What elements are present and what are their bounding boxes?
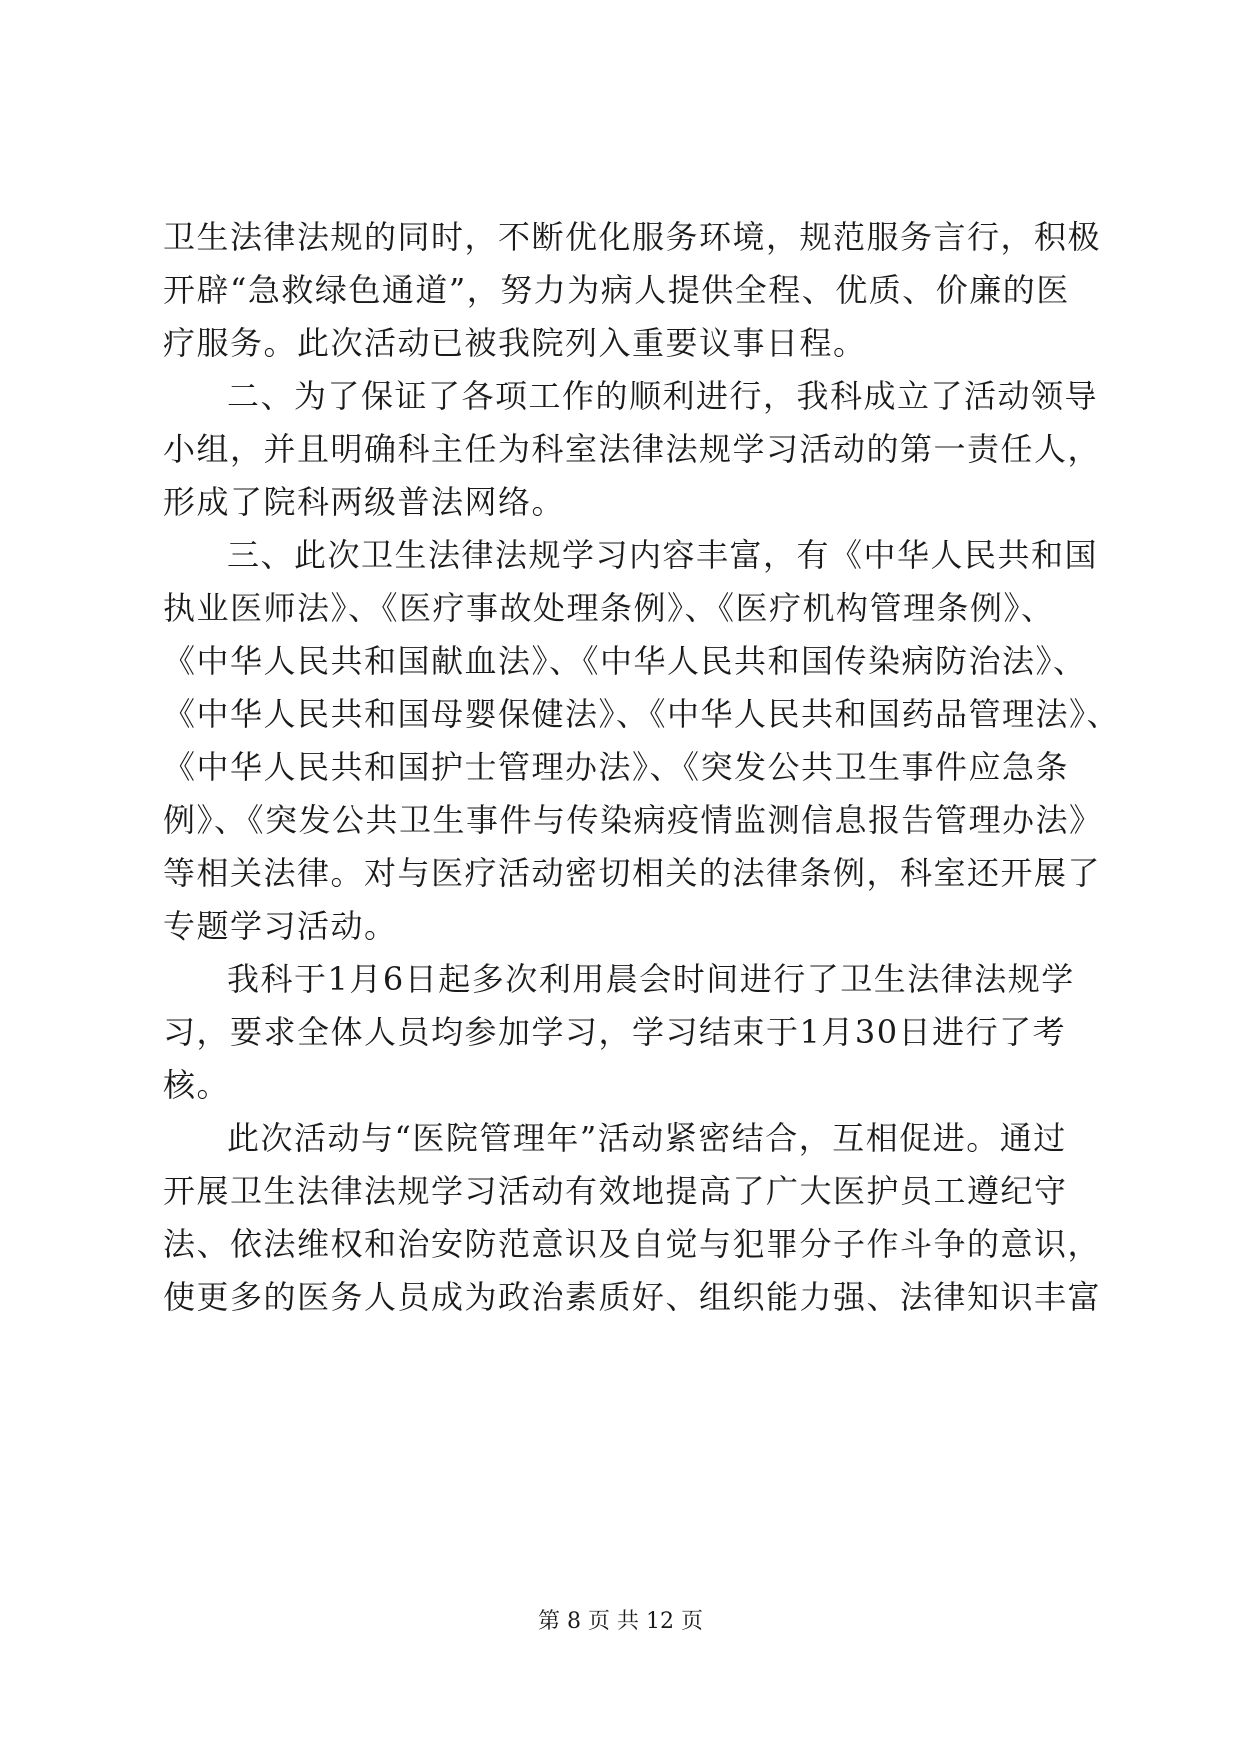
- paragraph-start-line: 此次活动与“医院管理年”活动紧密结合，互相促进。通过: [227, 1119, 1067, 1157]
- body-text-line: 执业医师法》、《医疗事故处理条例》、《医疗机构管理条例》、: [163, 589, 1055, 627]
- body-text-line: 《中华人民共和国母婴保健法》、《中华人民共和国药品管理法》、: [163, 695, 1121, 733]
- body-text-line: 专题学习活动。: [163, 907, 398, 945]
- body-text-line: 开展卫生法律法规学习活动有效地提高了广大医护员工遵纪守: [163, 1172, 1068, 1210]
- body-text-line: 疗服务。此次活动已被我院列入重要议事日程。: [163, 324, 867, 362]
- body-text-line: 小组，并且明确科主任为科室法律法规学习活动的第一责任人，: [163, 430, 1102, 468]
- paragraph-start-line: 三、此次卫生法律法规学习内容丰富，有《中华人民共和国: [227, 536, 1099, 574]
- body-text-line: 开辟“急救绿色通道”，努力为病人提供全程、优质、价廉的医: [163, 271, 1070, 309]
- body-text-line: 使更多的医务人员成为政治素质好、组织能力强、法律知识丰富: [163, 1278, 1102, 1316]
- body-text-line: 核。: [163, 1066, 231, 1104]
- page-number-footer: 第 8 页 共 12 页: [538, 1609, 703, 1634]
- body-text-line: 等相关法律。对与医疗活动密切相关的法律条例，科室还开展了: [163, 854, 1102, 892]
- body-text-line: 形成了院科两级普法网络。: [163, 483, 566, 521]
- paragraph-start-line: 二、为了保证了各项工作的顺利进行，我科成立了活动领导: [227, 377, 1099, 415]
- paragraph-start-line: 我科于1月6日起多次利用晨会时间进行了卫生法律法规学: [227, 960, 1075, 998]
- body-text-line: 《中华人民共和国护士管理办法》、《突发公共卫生事件应急条: [163, 748, 1070, 786]
- body-text-line: 《中华人民共和国献血法》、《中华人民共和国传染病防治法》、: [163, 642, 1087, 680]
- body-text-line: 习，要求全体人员均参加学习，学习结束于1月30日进行了考: [163, 1013, 1067, 1051]
- body-text-line: 卫生法律法规的同时，不断优化服务环境，规范服务言行，积极: [163, 218, 1102, 256]
- body-text-line: 法、依法维权和治安防范意识及自觉与犯罪分子作斗争的意识，: [163, 1225, 1102, 1263]
- body-text-line: 例》、《突发公共卫生事件与传染病疫情监测信息报告管理办法》: [163, 801, 1103, 839]
